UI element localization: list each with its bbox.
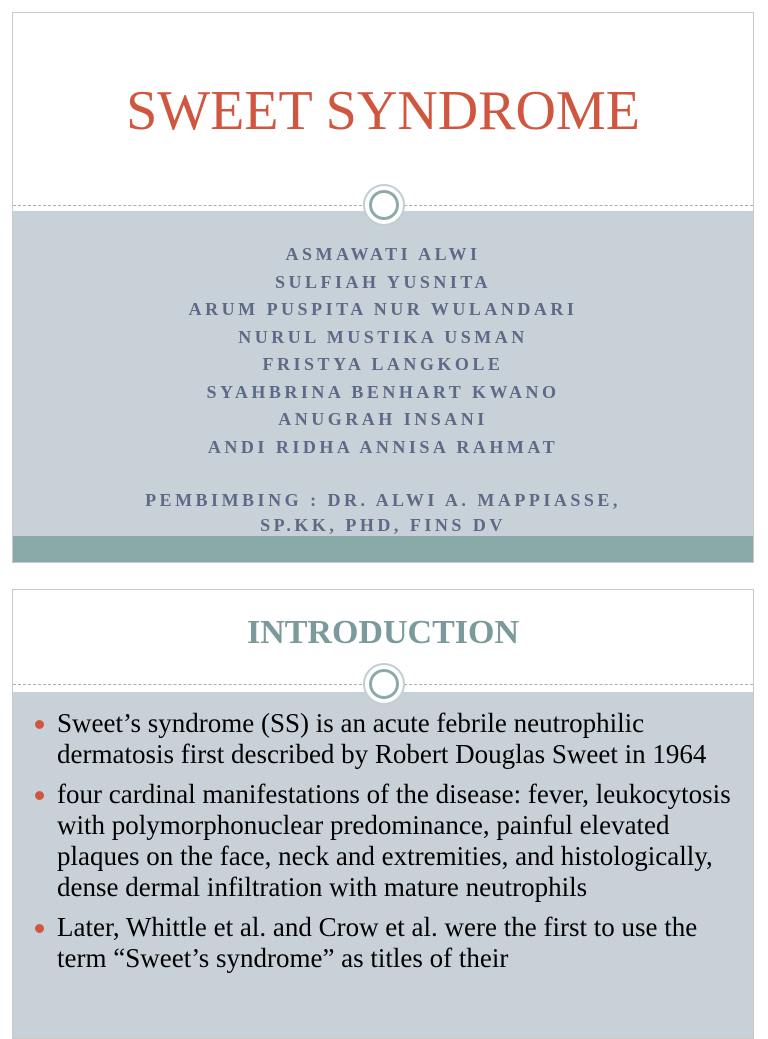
bullet-text: four cardinal manifestations of the disease: fever, leukocytosis with polymorphonuclear predominance, painful elevated plaques on the face, neck and extremities, and histologically, dense dermal infiltration with mature neutrophils xyxy=(57,779,731,902)
divider-circle-ornament xyxy=(363,663,405,705)
supervisor-credit xyxy=(13,488,753,538)
slide-title: SWEET SYNDROME xyxy=(126,80,640,142)
author-name: NURUL MUSTIKA USMAN xyxy=(238,326,528,347)
bullet-text: Later, Whittle et al. and Crow et al. were the first to use the term “Sweet’s syndrome” as titles of their xyxy=(57,912,698,973)
bullet-dot-icon xyxy=(35,720,44,729)
list-item xyxy=(35,708,745,770)
bullet-dot-icon xyxy=(35,924,44,933)
slide-title: INTRODUCTION xyxy=(246,614,520,651)
ring-icon xyxy=(369,669,399,699)
ring-icon xyxy=(369,190,399,220)
list-item xyxy=(35,779,745,903)
author-name: SULFIAH YUSNITA xyxy=(274,271,492,292)
author-name: SYAHBRINA BENHART KWANO xyxy=(206,381,560,402)
author-name: ANUGRAH INSANI xyxy=(278,409,488,429)
divider-circle-ornament xyxy=(363,184,405,226)
introduction-slide xyxy=(12,589,754,1039)
author-name: FRISTYA LANGKOLE xyxy=(262,354,504,374)
author-name: ASMAWATI ALWI xyxy=(285,244,481,264)
author-name: ARUM PUSPITA NUR WULANDARI xyxy=(188,299,578,319)
author-name: ANDI RIDHA ANNISA RAHMAT xyxy=(207,436,559,457)
bullet-dot-icon xyxy=(35,791,44,800)
bullet-text: Sweet’s syndrome (SS) is an acute febrile neutrophilic dermatosis first described by Robert Douglas Sweet in 1964 xyxy=(57,708,707,769)
author-list xyxy=(13,241,753,461)
supervisor-line-1: PEMBIMBING : DR. ALWI A. MAPPIASSE, xyxy=(145,490,621,510)
footer-bar xyxy=(13,536,753,562)
bullet-list xyxy=(35,708,745,983)
list-item xyxy=(35,912,745,974)
title-slide xyxy=(12,12,754,563)
supervisor-line-2: SP.KK, PHD, FINS DV xyxy=(260,515,506,535)
